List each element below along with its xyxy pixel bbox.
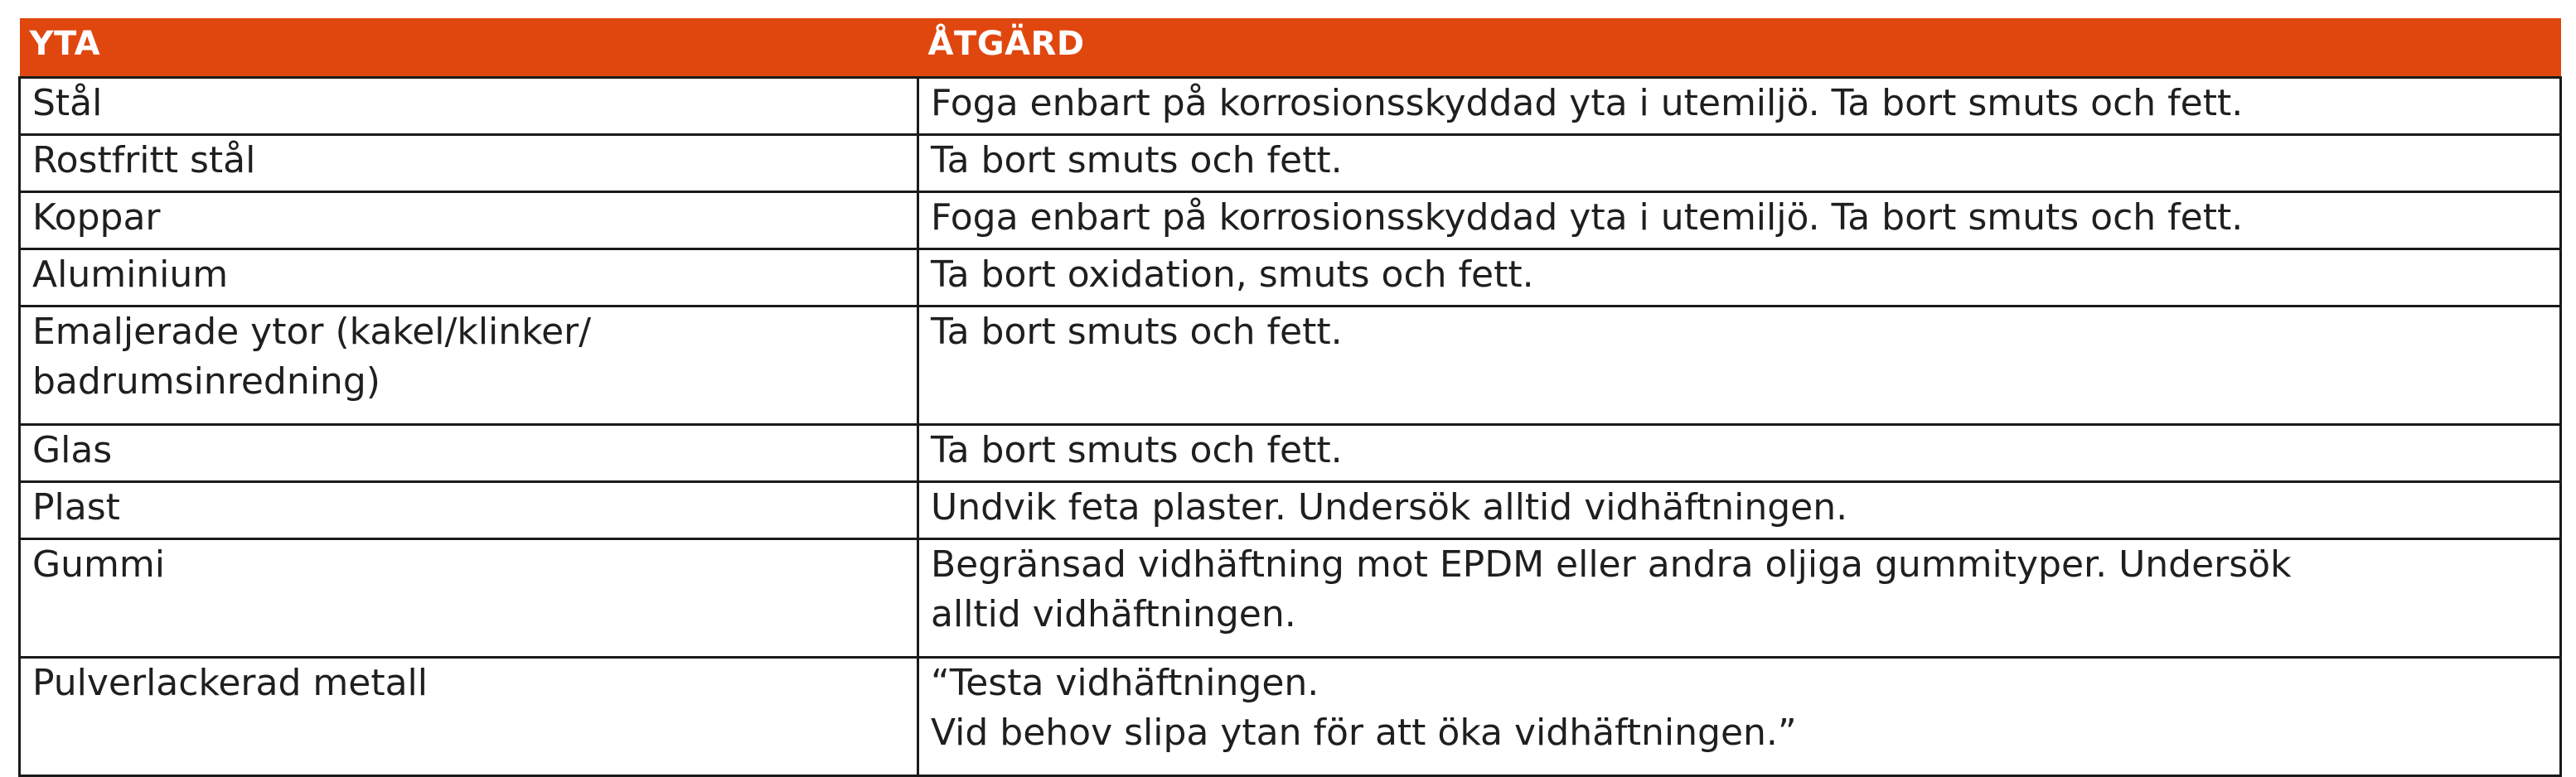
header-yta: YTA	[20, 18, 918, 78]
cell-atgard: Undvik feta plaster. Undersök alltid vidhäftningen.	[918, 482, 2561, 539]
cell-atgard: Foga enbart på korrosionsskyddad yta i utemiljö. Ta bort smuts och fett.	[918, 192, 2561, 249]
table-row	[20, 135, 2561, 192]
cell-atgard: “Testa vidhäftningen. Vid behov slipa ytan för att öka vidhäftningen.”	[918, 658, 2561, 776]
cell-atgard: Ta bort smuts och fett.	[918, 306, 2561, 425]
cell-atgard: Ta bort oxidation, smuts och fett.	[918, 249, 2561, 306]
table-row	[20, 658, 2561, 776]
table-row	[20, 192, 2561, 249]
table-header-row	[20, 18, 2561, 78]
cell-atgard: Ta bort smuts och fett.	[918, 425, 2561, 482]
cell-yta: Aluminium	[20, 249, 918, 306]
cell-yta: Koppar	[20, 192, 918, 249]
cell-atgard: Ta bort smuts och fett.	[918, 135, 2561, 192]
cell-yta: Glas	[20, 425, 918, 482]
table-row	[20, 249, 2561, 306]
table-row	[20, 539, 2561, 658]
table-row	[20, 482, 2561, 539]
cell-yta: Gummi	[20, 539, 918, 658]
cell-yta: Stål	[20, 78, 918, 135]
cell-yta: Emaljerade ytor (kakel/klinker/ badrumsinredning)	[20, 306, 918, 425]
table-row	[20, 425, 2561, 482]
cell-atgard: Foga enbart på korrosionsskyddad yta i utemiljö. Ta bort smuts och fett.	[918, 78, 2561, 135]
surface-table-wrapper	[18, 18, 2559, 777]
surface-treatment-table	[18, 18, 2562, 777]
cell-yta: Plast	[20, 482, 918, 539]
cell-yta: Rostfritt stål	[20, 135, 918, 192]
header-atgard: ÅTGÄRD	[918, 18, 2561, 78]
cell-yta: Pulverlackerad metall	[20, 658, 918, 776]
cell-atgard: Begränsad vidhäftning mot EPDM eller andra oljiga gummityper. Undersök alltid vidhäftningen.	[918, 539, 2561, 658]
table-row	[20, 306, 2561, 425]
table-row	[20, 78, 2561, 135]
